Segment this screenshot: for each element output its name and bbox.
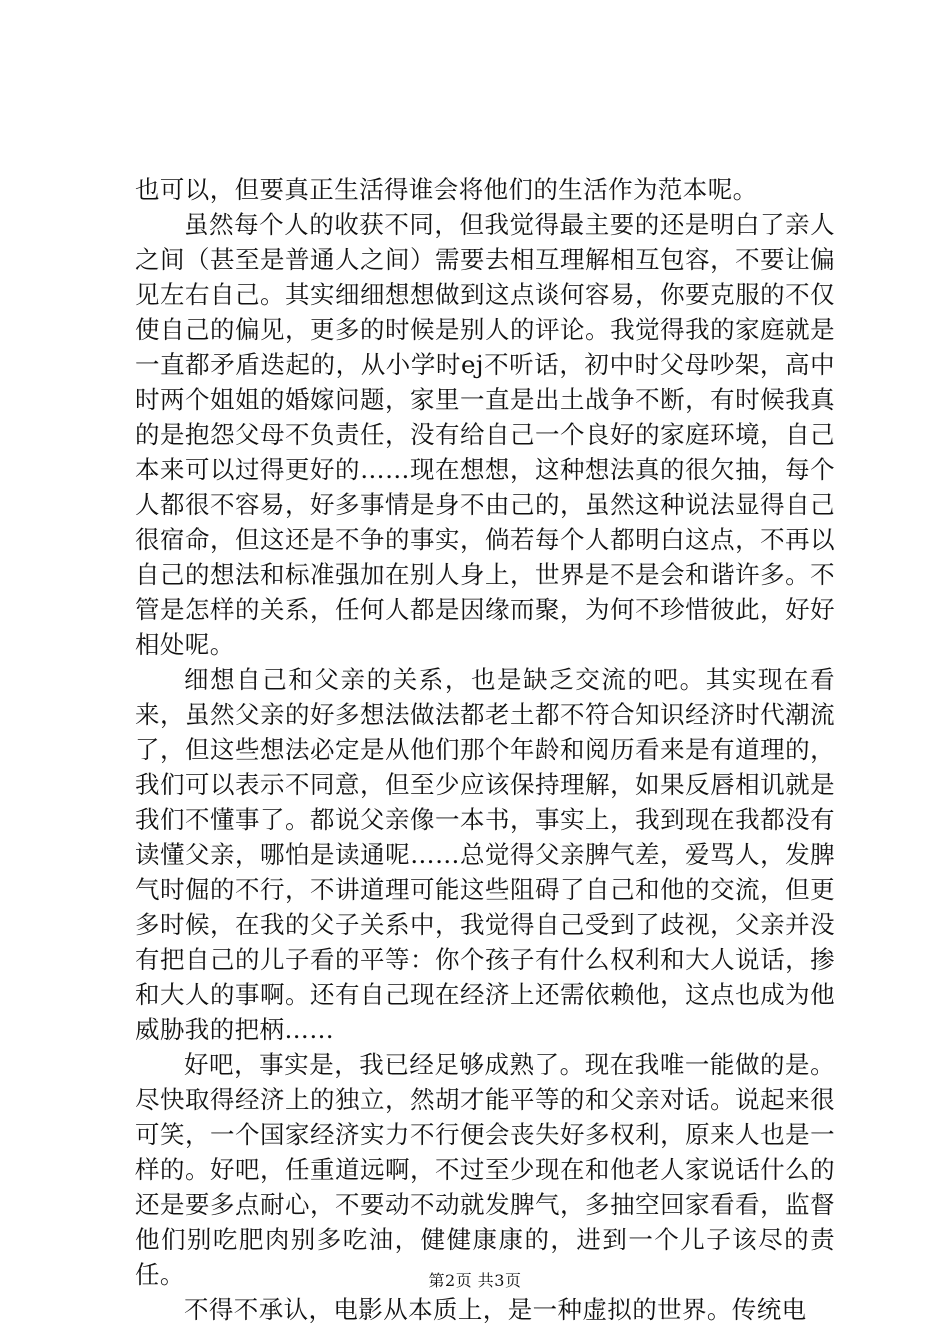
document-body [135,172,835,1327]
paragraph-5: 不得不承认，电影从本质上，是一种虚拟的世界。传统电 [184,1295,807,1324]
paragraph-2: 虽然每个人的收获不同，但我觉得最主要的还是明白了亲人之间（甚至是普通人之间）需要去相互理解相互包容，不要让偏见左右自己。其实细细想想做到这点谈何容易，你要克服的不仅使自己的偏见，更多的时候是别人的评论。我觉得我的家庭就是一直都矛盾迭起的，从小学时ej不听话，初中时父母吵架，高中时两个姐姐的婚嫁问题，家里一直是出土战争不断，有时候我真的是抱怨父母不负责任，没有给自己一个良好的家庭环境，自己本来可以过得更好的……现在想想，这种想法真的很欠抽，每个人都很不容易，好多事情是身不由己的，虽然这种说法显得自己很宿命，但这还是不争的事实，倘若每个人都明白这点，不再以自己的想法和标准强加在别人身上，世界是不是会和谐许多。不管是怎样的关系，任何人都是因缘而聚，为何不珍惜彼此，好好相处呢。 [135,210,835,659]
paragraph-4: 好吧，事实是，我已经足够成熟了。现在我唯一能做的是。尽快取得经济上的独立，然胡才能平等的和父亲对话。说起来很可笑，一个国家经济实力不行便会丧失好多权利，原来人也是一样的。好吧，任重道远啊，不过至少现在和他老人家说话什么的还是要多点耐心，不要动不动就发脾气，多抽空回家看看，监督他们别吃肥肉别多吃油，健健康康的，进到一个儿子该尽的责任。 [135,1050,835,1289]
page-number-footer: 第2页 共3页 [428,1271,522,1290]
paragraph-1: 也可以，但要真正生活得谁会将他们的生活作为范本呢。 [135,175,758,204]
paragraph-3: 细想自己和父亲的关系，也是缺乏交流的吧。其实现在看来，虽然父亲的好多想法做法都老土都不符合知识经济时代潮流了，但这些想法必定是从他们那个年龄和阅历看来是有道理的，我们可以表示不同意，但至少应该保持理解，如果反唇相讥就是我们不懂事了。都说父亲像一本书，事实上，我到现在我都没有读懂父亲，哪怕是读通呢……总觉得父亲脾气差，爱骂人，发脾气时倔的不行，不讲道理可能这些阻碍了自己和他的交流，但更多时候，在我的父子关系中，我觉得自己受到了歧视，父亲并没有把自己的儿子看的平等：你个孩子有什么权利和大人说话，掺和大人的事啊。还有自己现在经济上还需依赖他，这点也成为他威胁我的把柄…… [135,665,835,1044]
